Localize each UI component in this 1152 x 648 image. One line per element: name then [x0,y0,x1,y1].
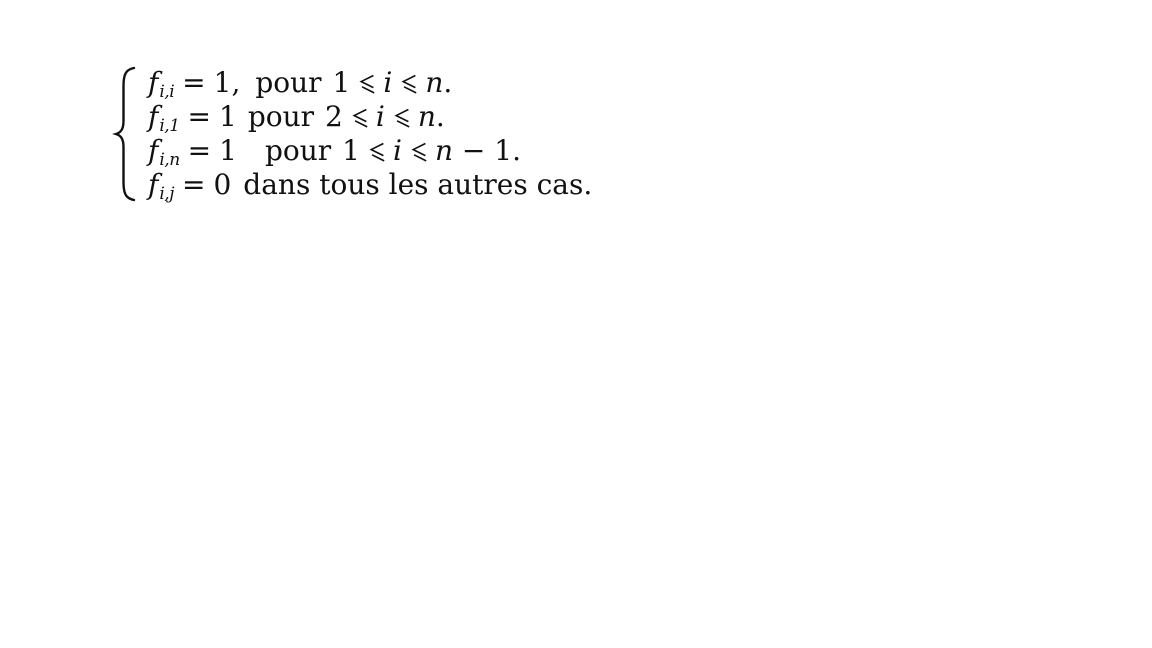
index-var: i [393,134,402,167]
equation-line [148,66,592,100]
equals-sign: = [182,168,206,201]
equals-sign: = [187,100,212,133]
connector-text: pour [255,66,322,99]
equals-sign: = [187,134,212,167]
less-equal-slanted-icon [400,74,417,94]
equation-line [148,168,592,202]
math-subscript: i,n [159,150,180,170]
less-equal-slanted-icon [351,108,368,128]
less-equal-slanted-icon [358,74,375,94]
connector-text: pour [247,100,315,133]
connector-text: dans tous les autres cas. [243,168,593,201]
connector-text: pour [264,134,332,167]
math-var: f [148,100,159,133]
less-equal-slanted-icon [410,142,427,162]
math-var: f [148,66,159,99]
equation-system [112,66,592,202]
less-equal-slanted-icon [368,142,385,162]
equation-line [148,134,592,168]
line-tail: . [435,100,445,133]
lower-bound: 1 [342,134,360,167]
upper-bound: n [434,134,454,167]
less-equal-slanted-icon [393,108,410,128]
math-value: 0 [213,168,232,201]
lower-bound: 1 [332,66,351,99]
math-value: 1 [219,134,237,167]
left-brace [112,66,138,202]
line-tail: . [443,66,453,99]
math-subscript: i,j [159,184,174,204]
lower-bound: 2 [325,100,343,133]
math-subscript: i,i [159,82,175,102]
line-tail: − 1. [453,134,521,167]
math-var: f [148,168,159,201]
equation-line [148,100,592,134]
index-var: i [375,100,385,133]
index-var: i [383,66,393,99]
upper-bound: n [417,100,436,133]
equals-sign: = [182,66,206,99]
math-value: 1, [213,66,241,99]
math-var: f [148,134,159,167]
equation-lines [148,66,592,202]
upper-bound: n [425,66,444,99]
math-subscript: i,1 [159,116,180,136]
math-value: 1 [219,100,237,133]
